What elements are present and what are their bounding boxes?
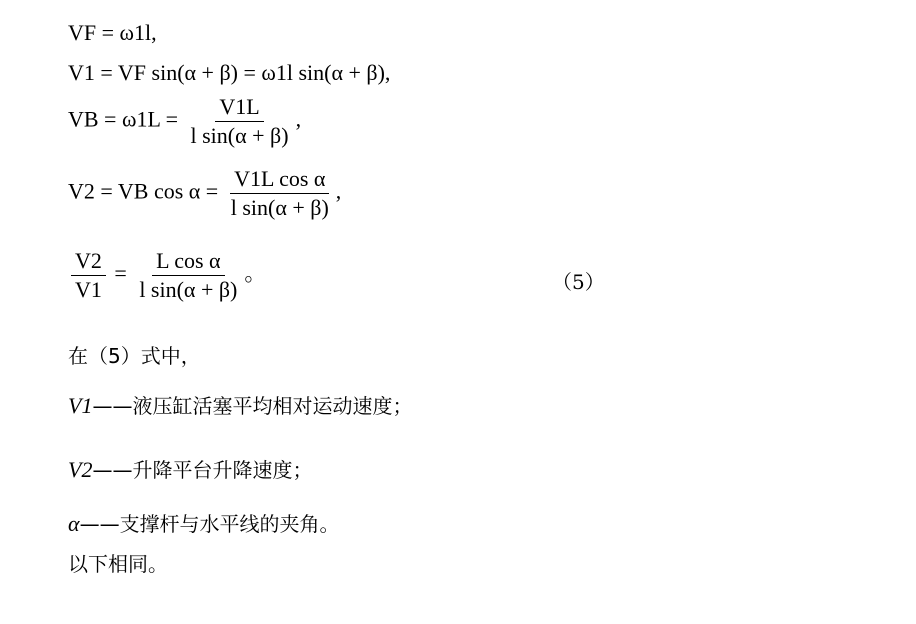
equation-v2-tail: , [335, 178, 342, 204]
equals-sign: = [114, 260, 127, 286]
equation-vf-text: VF = ω1l, [68, 20, 157, 45]
equation-vb [68, 96, 301, 147]
equation-ratio-lhs-fraction [71, 250, 106, 301]
equation-v1 [68, 62, 390, 84]
equation-ratio-rhs-denominator: l sin(α + β) [139, 277, 238, 302]
definition-alpha-text: ——支撑杆与水平线的夹角。 [79, 512, 340, 536]
definition-v1 [68, 390, 412, 419]
equation-ratio-rhs-fraction [135, 250, 241, 301]
definition-alpha [68, 508, 340, 537]
definition-v2 [68, 454, 312, 483]
equation-ratio-lhs-denominator: V1 [75, 277, 102, 302]
equation-vb-denominator: l sin(α + β) [190, 123, 289, 148]
equation-v2-lhs: V2 = VB cos α = [68, 178, 219, 204]
equation-ratio [68, 250, 266, 301]
definition-v1-text: ——液压缸活塞平均相对运动速度； [92, 394, 413, 418]
equation-ratio-tail: 。 [244, 260, 267, 286]
equation-number: （5） [552, 270, 605, 294]
equation-vb-lhs: VB = ω1L = [68, 106, 178, 132]
equation-vb-numerator: V1L [215, 96, 263, 122]
equation-v2-numerator: V1L cos α [230, 168, 329, 194]
equation-vb-tail: , [295, 106, 302, 132]
definition-v2-symbol: V2 [68, 457, 93, 482]
equation-v2-denominator: l sin(α + β) [230, 195, 329, 220]
definition-v1-symbol: V1 [68, 393, 93, 418]
closing-text: 以下相同。 [68, 552, 168, 576]
definition-alpha-symbol: α [68, 511, 80, 536]
equation-v2-fraction [227, 168, 333, 219]
intro-text: 在（5）式中， [68, 344, 201, 368]
definition-v2-text: ——升降平台升降速度； [92, 458, 313, 482]
equation-vb-fraction [186, 96, 292, 147]
equation-v1-text: V1 = VF sin(α + β) = ω1l sin(α + β), [68, 60, 391, 85]
equation-v2 [68, 168, 341, 219]
equation-ratio-rhs-numerator: L cos α [152, 250, 224, 276]
equation-vf [68, 22, 157, 44]
equation-ratio-lhs-numerator: V2 [71, 250, 106, 276]
